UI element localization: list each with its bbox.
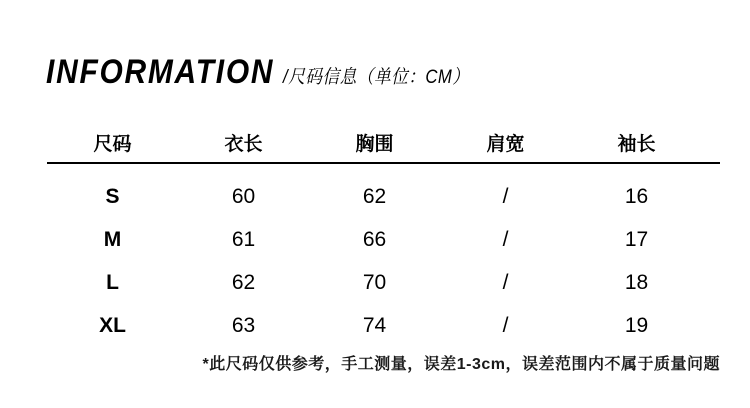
table-row-l <box>47 261 720 304</box>
size-table-body <box>47 175 720 347</box>
cell-sleeve: 17 <box>624 227 649 251</box>
section-title-cn: /尺码信息（单位：CM） <box>283 67 470 88</box>
cell-bust: 66 <box>362 227 387 251</box>
col-header-bust: 胸围 <box>355 134 394 155</box>
cell-size: L <box>106 270 119 294</box>
table-row-s <box>47 175 720 218</box>
section-title-en: INFORMATION <box>46 53 275 91</box>
col-header-shoulder: 肩宽 <box>486 134 525 155</box>
cell-length: 60 <box>231 184 256 208</box>
cell-sleeve: 18 <box>624 270 649 294</box>
cell-bust: 62 <box>362 184 387 208</box>
cell-shoulder: / <box>502 184 509 208</box>
cell-size: XL <box>99 313 126 337</box>
col-header-size: 尺码 <box>93 134 132 155</box>
cell-shoulder: / <box>502 227 509 251</box>
cell-length: 61 <box>231 227 256 251</box>
col-header-sleeve: 袖长 <box>617 134 656 155</box>
size-table-header-row <box>47 123 720 164</box>
cell-sleeve: 16 <box>624 184 649 208</box>
size-table <box>47 123 720 347</box>
cell-shoulder: / <box>502 313 509 337</box>
cell-size: S <box>105 184 120 208</box>
table-row-m <box>47 218 720 261</box>
section-title <box>46 55 469 89</box>
cell-shoulder: / <box>502 270 509 294</box>
cell-bust: 70 <box>362 270 387 294</box>
cell-bust: 74 <box>362 313 387 337</box>
cell-length: 62 <box>231 270 256 294</box>
measurement-disclaimer: *此尺码仅供参考，手工测量，误差1-3cm，误差范围内不属于质量问题 <box>202 356 720 373</box>
table-row-xl <box>47 304 720 347</box>
col-header-length: 衣长 <box>224 134 263 155</box>
cell-sleeve: 19 <box>624 313 649 337</box>
cell-length: 63 <box>231 313 256 337</box>
cell-size: M <box>103 227 122 251</box>
